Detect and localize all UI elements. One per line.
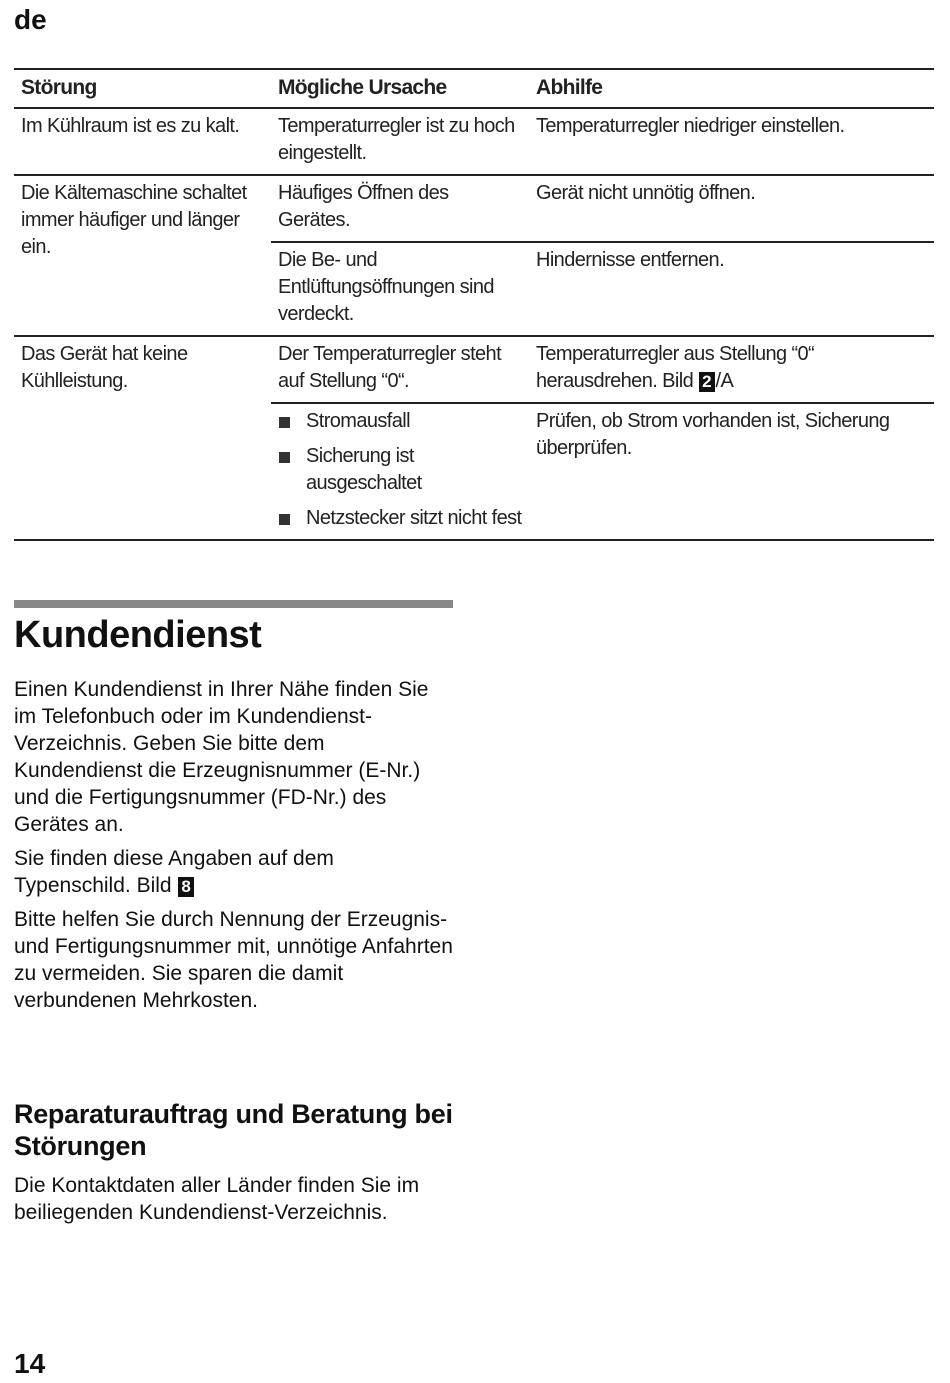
square-bullet-icon xyxy=(279,452,290,463)
list-item-text: Netzstecker sitzt nicht fest xyxy=(306,507,522,529)
paragraph: Bitte helfen Sie durch Nennung der Erzeugnis- und Fertigungsnummer mit, unnötige Anfahrten zu vermeiden. Sie sparen die damit verbundenen Mehrkosten. xyxy=(14,908,453,1012)
list-item-text: Stromausfall xyxy=(306,410,410,432)
remedy-text-suffix: /A xyxy=(715,370,734,392)
reparatur-body xyxy=(14,1172,453,1233)
list-item-text: Sicherung ist ausgeschaltet xyxy=(306,445,422,494)
table-row xyxy=(14,336,934,403)
square-bullet-icon xyxy=(279,514,290,525)
paragraph xyxy=(14,845,453,899)
table-row xyxy=(14,175,934,242)
figure-reference-badge: 8 xyxy=(178,877,193,897)
remedy-cell: Hindernisse entfernen. xyxy=(529,242,934,336)
section-title-kundendienst: Kundendienst xyxy=(14,614,262,656)
cause-cell: Häufiges Öffnen des Gerätes. xyxy=(271,175,529,242)
list-item xyxy=(278,505,522,532)
cause-cell: Temperaturregler ist zu hoch eingestellt. xyxy=(271,108,529,175)
kundendienst-body xyxy=(14,676,453,1021)
remedy-cell: Temperaturregler niedriger einstellen. xyxy=(529,108,934,175)
paragraph-text: Sie finden diese Angaben auf dem Typenschild. Bild xyxy=(14,847,334,897)
page-number: 14 xyxy=(14,1348,46,1379)
fault-cell: Im Kühlraum ist es zu kalt. xyxy=(14,108,271,175)
column-header-remedy: Abhilfe xyxy=(529,69,934,108)
remedy-text: Temperaturregler aus Stellung “0“ herausdrehen. Bild xyxy=(536,343,815,392)
fault-cell: Das Gerät hat keine Kühlleistung. xyxy=(14,336,271,540)
square-bullet-icon xyxy=(279,417,290,428)
remedy-cell: Prüfen, ob Strom vorhanden ist, Sicherung überprüfen. xyxy=(529,403,934,540)
remedy-cell: Gerät nicht unnötig öffnen. xyxy=(529,175,934,242)
paragraph: Die Kontaktdaten aller Länder finden Sie im beiliegenden Kundendienst-Verzeichnis. xyxy=(14,1174,420,1224)
list-item xyxy=(278,443,522,497)
section-divider-bar xyxy=(14,600,453,608)
table-row xyxy=(14,108,934,175)
cause-cell: Die Be- und Entlüftungsöffnungen sind verdeckt. xyxy=(271,242,529,336)
table-header-row xyxy=(14,69,934,108)
cause-list xyxy=(278,408,522,532)
list-item xyxy=(278,408,522,435)
fault-cell: Die Kältemaschine schaltet immer häufiger und länger ein. xyxy=(14,175,271,336)
column-header-cause: Mögliche Ursache xyxy=(271,69,529,108)
paragraph: Einen Kundendienst in Ihrer Nähe finden Sie im Telefonbuch oder im Kundendienst-Verzeichnis. Geben Sie bitte dem Kundendienst die Erzeugnisnummer (E-Nr.) und die Fertigungsnummer (FD-Nr.) des Gerätes an. xyxy=(14,678,429,836)
cause-cell: Der Temperaturregler steht auf Stellung “0“. xyxy=(271,336,529,403)
column-header-fault: Störung xyxy=(14,69,271,108)
cause-cell xyxy=(271,403,529,540)
section-title-reparatur: Reparaturauftrag und Beratung bei Störungen xyxy=(14,1099,453,1161)
troubleshooting-table xyxy=(14,68,934,541)
language-code: de xyxy=(14,4,47,35)
figure-reference-badge: 2 xyxy=(699,372,714,392)
remedy-cell xyxy=(529,336,934,403)
